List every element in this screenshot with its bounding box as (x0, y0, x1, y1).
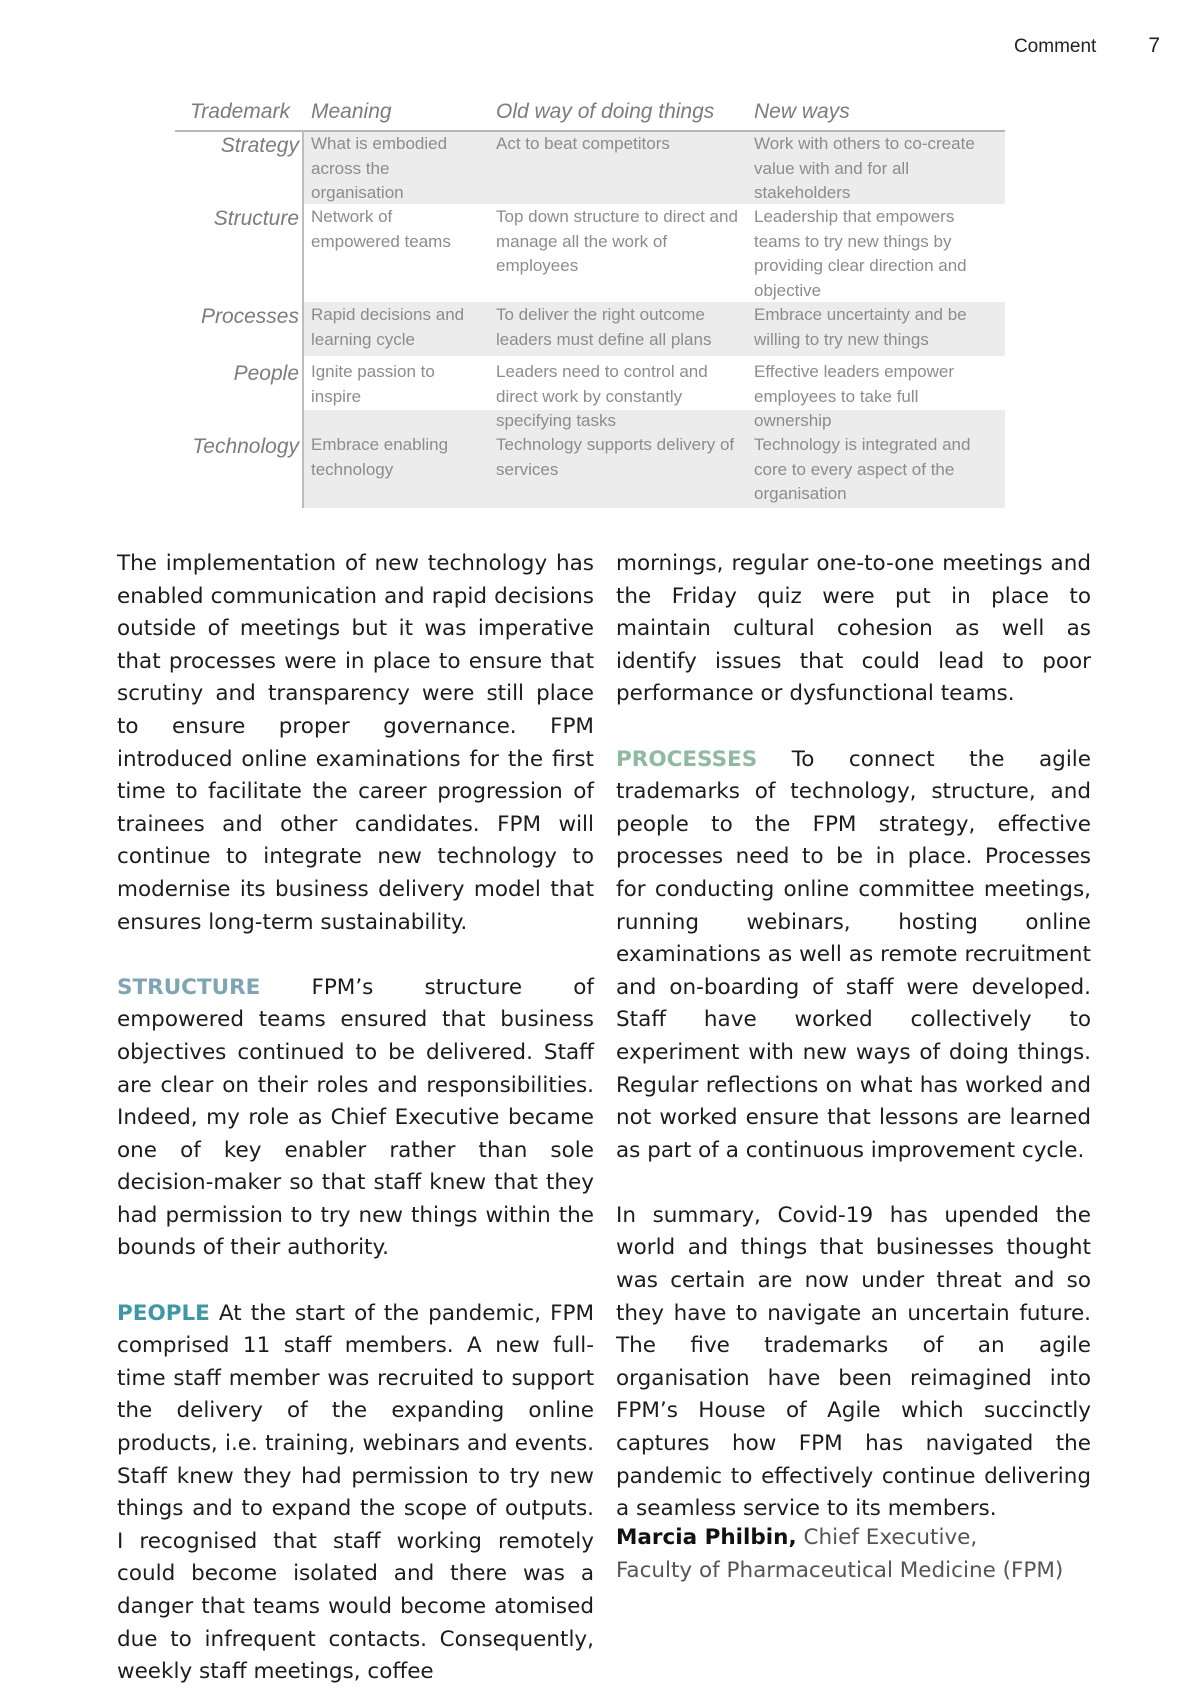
meaning-cell: Network of empowered teams (311, 207, 451, 251)
new-way-cell: Leadership that empowers teams to try new things by providing clear direction and objective (754, 207, 967, 300)
col-header-new: New ways (754, 100, 850, 123)
people-paragraph (117, 1298, 594, 1689)
right-column (616, 548, 1091, 1558)
agile-trademarks-table (175, 100, 1005, 510)
new-way-cell: Effective leaders empower employees to take full ownership (754, 362, 955, 430)
col-header-trademark: Trademark (190, 100, 290, 123)
structure-heading: STRUCTURE (117, 974, 261, 1000)
column-rule (302, 130, 304, 508)
trademark-cell: Strategy (220, 134, 299, 157)
col-header-meaning: Meaning (311, 100, 392, 123)
running-header (1014, 34, 1160, 58)
processes-paragraph (616, 744, 1091, 1168)
trademark-cell: Structure (213, 207, 299, 230)
new-way-cell: Embrace uncertainty and be willing to try new things (754, 305, 967, 349)
author-organisation: Faculty of Pharmaceutical Medicine (FPM) (616, 1558, 1064, 1583)
people-text: At the start of the pandemic, FPM comprised 11 staff members. A new full-time staff member was recruited to support the delivery of the expanding online products, i.e. training, webinars and events. Staff knew they had permission to try new things and to expand the scope of outputs. I recognised that staff working remotely could become isolated and there was a danger that teams would become atomised due to infrequent contacts. Consequently, weekly staff meetings, coffee (117, 1300, 594, 1685)
processes-heading: PROCESSES (616, 746, 758, 772)
meaning-cell: Ignite passion to inspire (311, 362, 435, 406)
processes-text: To connect the agile trademarks of technology, structure, and people to the FPM strategy, effective processes need to be in place. Processes for conducting online committee meetings, running webinars, hosting online examinations as well as remote recruitment and on-boarding of staff were developed. Staff have worked collectively to experiment with new ways of doing things. Regular reflections on what has worked and not worked ensure that lessons are learned as part of a continuous improvement cycle. (616, 746, 1091, 1163)
old-way-cell: Act to beat competitors (496, 134, 670, 153)
section-name: Comment (1013, 36, 1097, 57)
author-signature (616, 1521, 1063, 1587)
old-way-cell: To deliver the right outcome leaders must define all plans (496, 305, 712, 349)
continuation-paragraph: mornings, regular one-to-one meetings and the Friday quiz were put in place to maintain cultural cohesion as well as identify issues that could lead to poor performance or dysfunctional teams. (616, 551, 1091, 707)
left-column (117, 548, 594, 1696)
old-way-cell: Leaders need to control and direct work by constantly specifying tasks (496, 362, 708, 430)
meaning-cell: What is embodied across the organisation (311, 134, 448, 202)
structure-paragraph (117, 972, 594, 1265)
new-way-cell: Technology is integrated and core to every aspect of the organisation (754, 435, 971, 503)
people-heading: PEOPLE (117, 1300, 210, 1326)
meaning-cell: Rapid decisions and learning cycle (311, 305, 465, 349)
trademark-cell: Processes (200, 305, 299, 328)
meaning-cell: Embrace enabling technology (311, 435, 449, 479)
summary-paragraph: In summary, Covid-19 has upended the world and things that businesses thought was certain are now under threat and so they have to navigate an uncertain future. The five trademarks of an agile organisation have been reimagined into FPM’s House of Agile which succinctly captures how FPM has navigated the pandemic to effectively continue delivering a seamless service to its members. (616, 1202, 1091, 1522)
author-name: Marcia Philbin, (616, 1525, 797, 1550)
page-number: 7 (1148, 34, 1160, 57)
col-header-old: Old way of doing things (496, 100, 715, 123)
author-title: Chief Executive, (796, 1525, 978, 1550)
old-way-cell: Technology supports delivery of services (496, 435, 735, 479)
old-way-cell: Top down structure to direct and manage all the work of employees (496, 207, 738, 275)
new-way-cell: Work with others to co-create value with and for all stakeholders (754, 134, 975, 202)
trademark-cell: People (233, 362, 299, 385)
intro-paragraph: The implementation of new technology has enabled communication and rapid decisions outside of meetings but it was imperative that processes were in place to ensure that scrutiny and transparency were still place to ensure proper governance. FPM introduced online examinations for the first time to facilitate the career progression of trainees and other candidates. FPM will continue to integrate new technology to modernise its business delivery model that ensures long-term sustainability. (117, 551, 594, 935)
trademark-cell: Technology (192, 435, 299, 458)
structure-text: FPM’s structure of empowered teams ensured that business objectives continued to be delivered. Staff are clear on their roles and responsibilities. Indeed, my role as Chief Executive became one of key enabler rather than sole decision-maker so that staff knew that they had permission to try new things within the bounds of their authority. (117, 974, 594, 1261)
